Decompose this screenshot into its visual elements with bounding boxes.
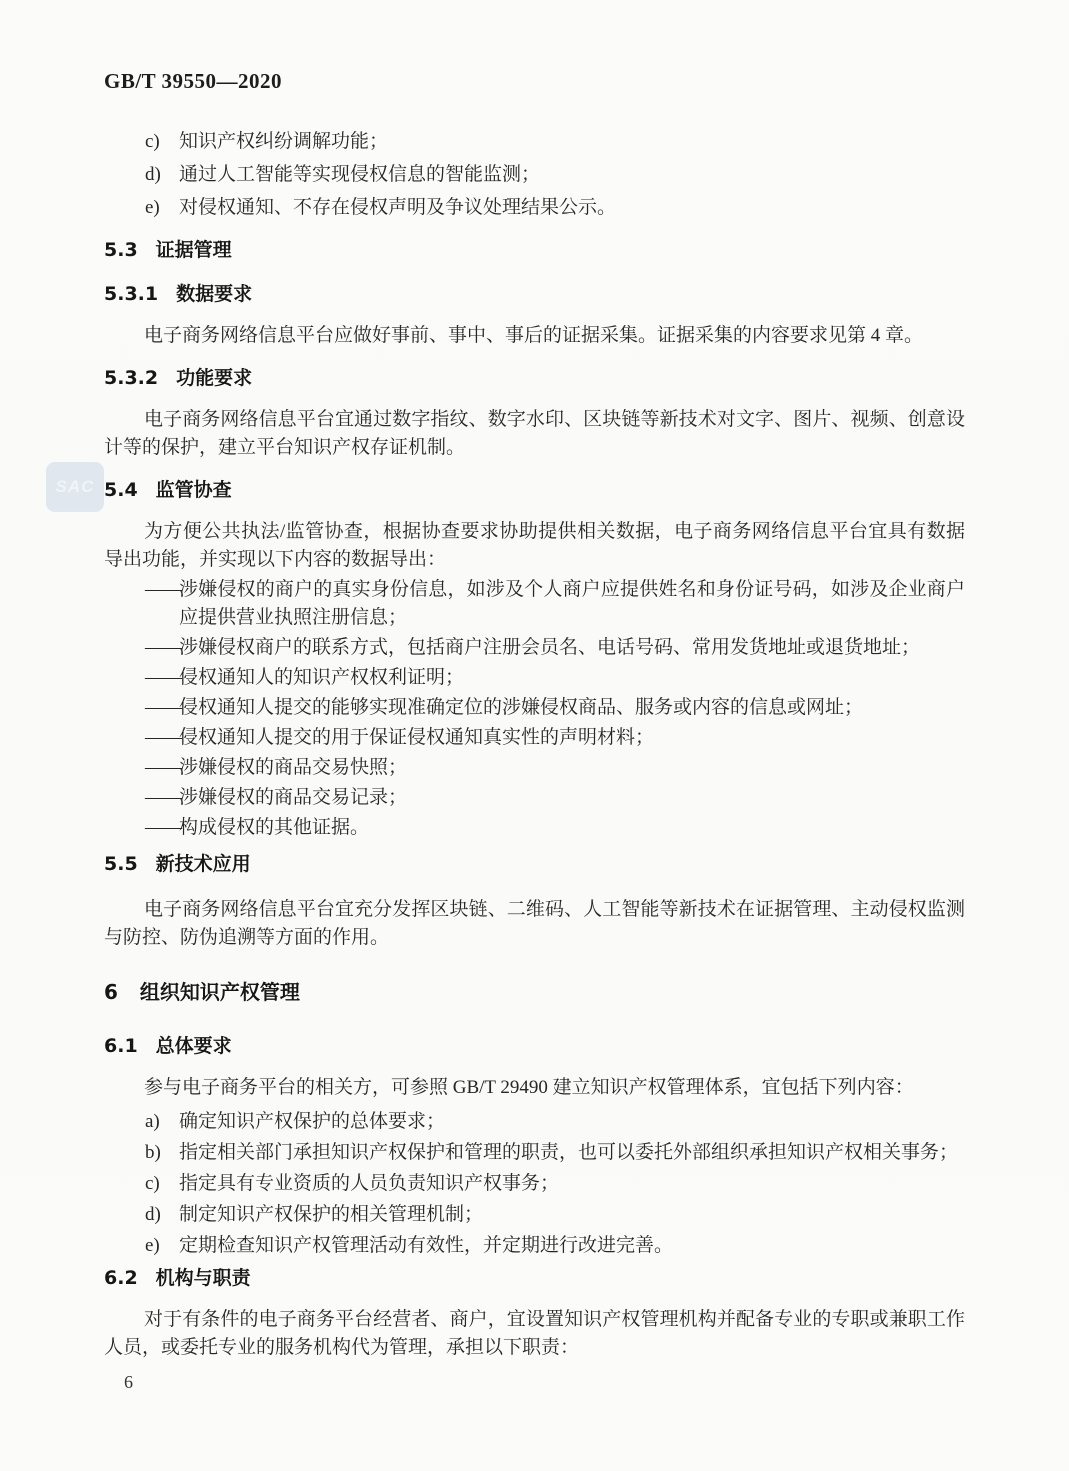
list-item-label: a)	[145, 1111, 160, 1132]
clause-heading-5-3	[104, 238, 965, 262]
paragraph-6-1: 参与电子商务平台的相关方，可参照 GB/T 29490 建立知识产权管理体系，宜包括下列内容：	[144, 1077, 914, 1098]
paragraph-5-3-2: 电子商务网络信息平台宜通过数字指纹、数字水印、区块链等新技术对文字、图片、视频、创意设计等的保护，建立平台知识产权存证机制。	[104, 409, 965, 458]
chapter-number: 6	[104, 980, 118, 1004]
list-item-text: 制定知识产权保护的相关管理机制；	[179, 1204, 484, 1225]
list-item-text: 知识产权纠纷调解功能；	[179, 131, 389, 152]
clause-heading-5-3-1	[104, 282, 965, 306]
list-item	[104, 161, 965, 189]
list-item	[104, 1201, 965, 1229]
clause-heading-5-4	[104, 478, 965, 502]
clause-number: 5.5	[104, 853, 138, 875]
clause-title: 证据管理	[155, 239, 232, 261]
list-item-text: 通过人工智能等实现侵权信息的智能监测；	[179, 164, 541, 185]
chapter-heading-6	[104, 980, 965, 1004]
paragraph-5-5: 电子商务网络信息平台宜充分发挥区块链、二维码、人工智能等新技术在证据管理、主动侵权监测与防控、防伪追溯等方面的作用。	[104, 899, 965, 948]
list-item	[104, 784, 965, 812]
document-code-header: GB/T 39550—2020	[104, 69, 283, 93]
dash-marker: ——	[145, 579, 181, 600]
list-item-text: 定期检查知识产权管理活动有效性，并定期进行改进完善。	[179, 1235, 674, 1256]
clause-title: 总体要求	[155, 1035, 232, 1057]
list-item-text: 涉嫌侵权的商品交易快照；	[179, 757, 408, 778]
page-number: 6	[124, 1372, 133, 1392]
dash-marker: ——	[145, 727, 181, 748]
list-item	[104, 724, 965, 752]
paragraph-5-4: 为方便公共执法/监管协查，根据协查要求协助提供相关数据，电子商务网络信息平台宜具有数据导出功能，并实现以下内容的数据导出：	[104, 521, 965, 570]
list-item-text: 对侵权通知、不存在侵权声明及争议处理结果公示。	[179, 197, 617, 218]
list-item	[104, 1232, 965, 1260]
paragraph-6-2: 对于有条件的电子商务平台经营者、商户，宜设置知识产权管理机构并配备专业的专职或兼职工作人员，或委托专业的服务机构代为管理，承担以下职责：	[104, 1309, 965, 1358]
dash-marker: ——	[145, 637, 181, 658]
list-item	[104, 814, 965, 842]
list-item	[104, 1170, 965, 1198]
list-item	[104, 128, 965, 156]
list-item-text: 指定相关部门承担知识产权保护和管理的职责，也可以委托外部组织承担知识产权相关事务；	[179, 1142, 959, 1163]
list-item-label: c)	[145, 1173, 160, 1194]
sac-watermark-badge	[46, 462, 104, 512]
list-item-text: 涉嫌侵权的商户的真实身份信息，如涉及个人商户应提供姓名和身份证号码，如涉及企业商户应提供营业执照注册信息；	[179, 579, 965, 628]
clause-title: 新技术应用	[155, 853, 251, 875]
list-item-label: d)	[145, 164, 161, 185]
list-item	[104, 634, 965, 662]
list-item	[104, 194, 965, 222]
list-item-text: 侵权通知人提交的能够实现准确定位的涉嫌侵权商品、服务或内容的信息或网址；	[179, 697, 864, 718]
list-item-text: 构成侵权的其他证据。	[179, 817, 370, 838]
list-item	[104, 1108, 965, 1136]
clause-number: 5.3.1	[104, 283, 159, 305]
clause-number: 5.3.2	[104, 367, 159, 389]
clause-title: 功能要求	[176, 367, 253, 389]
list-item	[104, 754, 965, 782]
list-item-text: 侵权通知人提交的用于保证侵权通知真实性的声明材料；	[179, 727, 655, 748]
clause-number: 6.2	[104, 1267, 138, 1289]
dash-marker: ——	[145, 817, 181, 838]
data-export-list	[104, 576, 965, 842]
dash-marker: ——	[145, 787, 181, 808]
list-item	[104, 694, 965, 722]
clause-number: 5.3	[104, 239, 138, 261]
clause-heading-5-5	[104, 852, 965, 876]
list-item-label: b)	[145, 1142, 161, 1163]
list-item-text: 指定具有专业资质的人员负责知识产权事务；	[179, 1173, 560, 1194]
list-item-label: e)	[145, 1235, 160, 1256]
list-item-text: 涉嫌侵权商户的联系方式，包括商户注册会员名、电话号码、常用发货地址或退货地址；	[179, 637, 921, 658]
dash-marker: ——	[145, 667, 181, 688]
clause-heading-6-2	[104, 1266, 965, 1290]
list-item	[104, 664, 965, 692]
list-item-label: d)	[145, 1204, 161, 1225]
clause-title: 机构与职责	[155, 1267, 251, 1289]
sac-watermark-label: SAC	[55, 477, 95, 496]
clause-number: 6.1	[104, 1035, 138, 1057]
list-item-text: 涉嫌侵权的商品交易记录；	[179, 787, 408, 808]
list-item-label: e)	[145, 197, 160, 218]
function-list-continued	[104, 128, 965, 222]
list-item-text: 确定知识产权保护的总体要求；	[179, 1111, 446, 1132]
list-item	[104, 576, 965, 632]
list-item-text: 侵权通知人的知识产权权利证明；	[179, 667, 465, 688]
list-item	[104, 1139, 965, 1167]
dash-marker: ——	[145, 697, 181, 718]
paragraph-5-3-1: 电子商务网络信息平台应做好事前、事中、事后的证据采集。证据采集的内容要求见第 4 章。	[144, 325, 924, 346]
list-item-label: c)	[145, 131, 160, 152]
clause-number: 5.4	[104, 479, 138, 501]
dash-marker: ——	[145, 757, 181, 778]
clause-title: 监管协查	[155, 479, 232, 501]
clause-heading-6-1	[104, 1034, 965, 1058]
chapter-title: 组织知识产权管理	[139, 980, 300, 1004]
clause-heading-5-3-2	[104, 366, 965, 390]
ip-management-list	[104, 1108, 965, 1260]
clause-title: 数据要求	[176, 283, 253, 305]
